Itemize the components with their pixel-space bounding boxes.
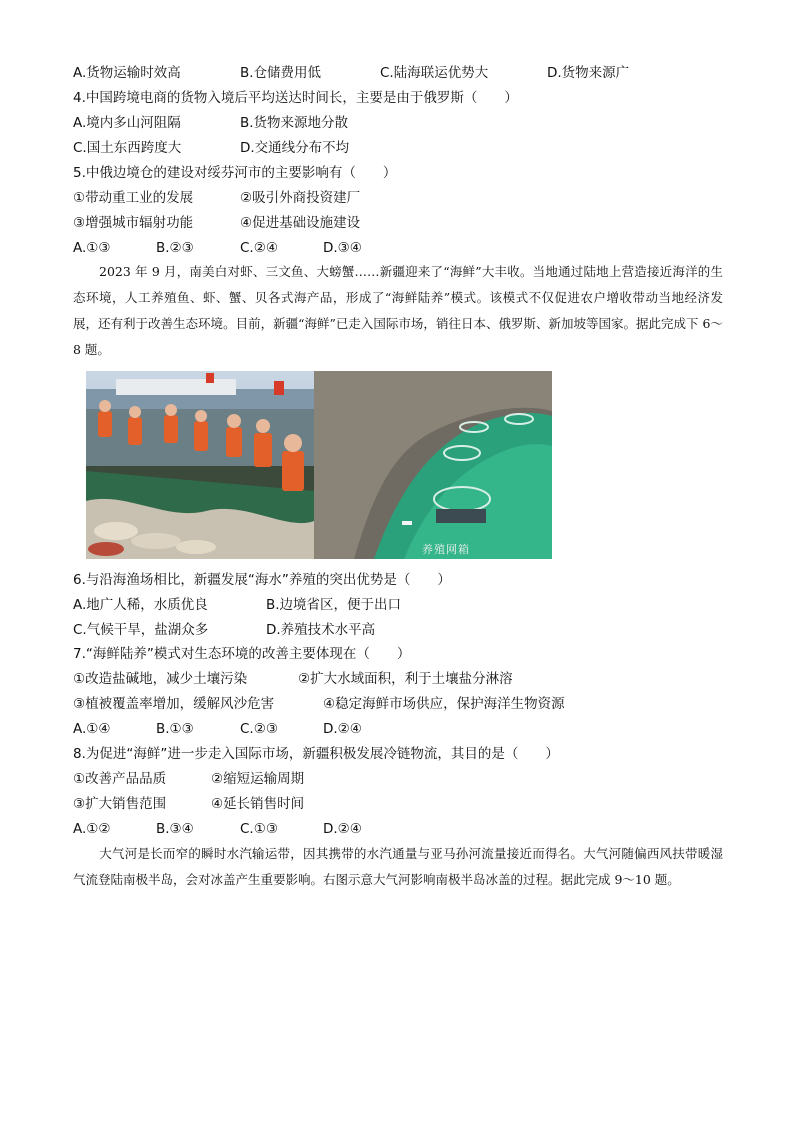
- q7-statement-2: ②扩大水域面积，利于土壤盐分淋溶: [298, 671, 513, 687]
- q7-statement-1: ①改造盐碱地，减少土壤污染: [73, 671, 248, 687]
- q3-option-a: A.货物运输时效高: [73, 65, 181, 81]
- q8-statement-4: ④延长销售时间: [211, 796, 305, 812]
- photo-caption: 养殖网箱: [422, 543, 470, 556]
- q7-statement-3: ③植被覆盖率增加，缓解风沙危害: [73, 696, 275, 712]
- q7-statement-4: ④稳定海鲜市场供应，保护海洋生物资源: [323, 696, 565, 712]
- q8-statement-1: ①改善产品品质: [73, 771, 167, 787]
- q8-stem: 8.为促进“海鲜”进一步走入国际市场，新疆积极发展冷链物流，其目的是（ ）: [73, 746, 559, 762]
- q6-stem: 6.与沿海渔场相比，新疆发展“海水”养殖的突出优势是（ ）: [73, 572, 451, 588]
- q8-option-d: D.②④: [323, 821, 362, 837]
- q5-statement-4: ④促进基础设施建设: [240, 215, 361, 231]
- q6-option-d: D.养殖技术水平高: [266, 622, 376, 638]
- q6-option-b: B.边境省区，便于出口: [266, 597, 402, 613]
- cage-farming-photo: [314, 371, 552, 559]
- q4-stem: 4.中国跨境电商的货物入境后平均送达时间长，主要是由于俄罗斯（ ）: [73, 90, 518, 106]
- q5-option-a: A.①③: [73, 240, 111, 256]
- q3-option-d: D.货物来源广: [547, 65, 630, 81]
- q7-option-d: D.②④: [323, 721, 362, 737]
- q7-option-c: C.②③: [240, 721, 278, 737]
- q4-option-a: A.境内多山河阻隔: [73, 115, 181, 131]
- q3-option-c: C.陆海联运优势大: [380, 65, 489, 81]
- q8-statement-2: ②缩短运输周期: [211, 771, 305, 787]
- q5-option-c: C.②④: [240, 240, 278, 256]
- q5-statement-3: ③增强城市辐射功能: [73, 215, 194, 231]
- q6-option-c: C.气候干旱，盐湖众多: [73, 622, 209, 638]
- q7-stem: 7.“海鲜陆养”模式对生态环境的改善主要体现在（ ）: [73, 646, 411, 662]
- q5-option-d: D.③④: [323, 240, 362, 256]
- passage-seafood: [73, 259, 723, 363]
- q8-option-c: C.①③: [240, 821, 278, 837]
- passage-seafood-text: 2023 年 9 月，南美白对虾、三文鱼、大螃蟹……新疆迎来了“海鲜”大丰收。当地通过陆地上营造接近海洋的生态环境，人工养殖鱼、虾、蟹、贝各式海产品，形成了“海鲜陆养”模式。该模式不仅促进农户增收带动当地经济发展，还有利于改善生态环境。目前，新疆“海鲜”已走入国际市场，销往日本、俄罗斯、新加坡等国家。据此完成下 6～8 题。: [73, 264, 723, 357]
- q4-option-d: D.交通线分布不均: [240, 140, 350, 156]
- q6-option-a: A.地广人稀，水质优良: [73, 597, 208, 613]
- passage-atmospheric-river-text: 大气河是长而窄的瞬时水汽输运带，因其携带的水汽通量与亚马孙河流量接近而得名。大气河随偏西风扶带暖湿气流登陆南极半岛，会对冰盖产生重要影响。右图示意大气河影响南极半岛冰盖的过程。据此完成 9～10 题。: [73, 846, 723, 887]
- q5-option-b: B.②③: [156, 240, 194, 256]
- passage-atmospheric-river: [73, 841, 723, 893]
- q5-statement-1: ①带动重工业的发展: [73, 190, 194, 206]
- q4-option-c: C.国土东西跨度大: [73, 140, 182, 156]
- fishing-harvest-photo: [86, 371, 314, 559]
- q5-stem: 5.中俄边境仓的建设对绥芬河市的主要影响有（ ）: [73, 165, 397, 181]
- q4-option-b: B.货物来源地分散: [240, 115, 349, 131]
- q7-option-a: A.①④: [73, 721, 111, 737]
- q8-option-a: A.①②: [73, 821, 111, 837]
- q3-option-b: B.仓储费用低: [240, 65, 322, 81]
- q7-option-b: B.①③: [156, 721, 194, 737]
- q8-statement-3: ③扩大销售范围: [73, 796, 167, 812]
- q8-option-b: B.③④: [156, 821, 194, 837]
- q5-statement-2: ②吸引外商投资建厂: [240, 190, 361, 206]
